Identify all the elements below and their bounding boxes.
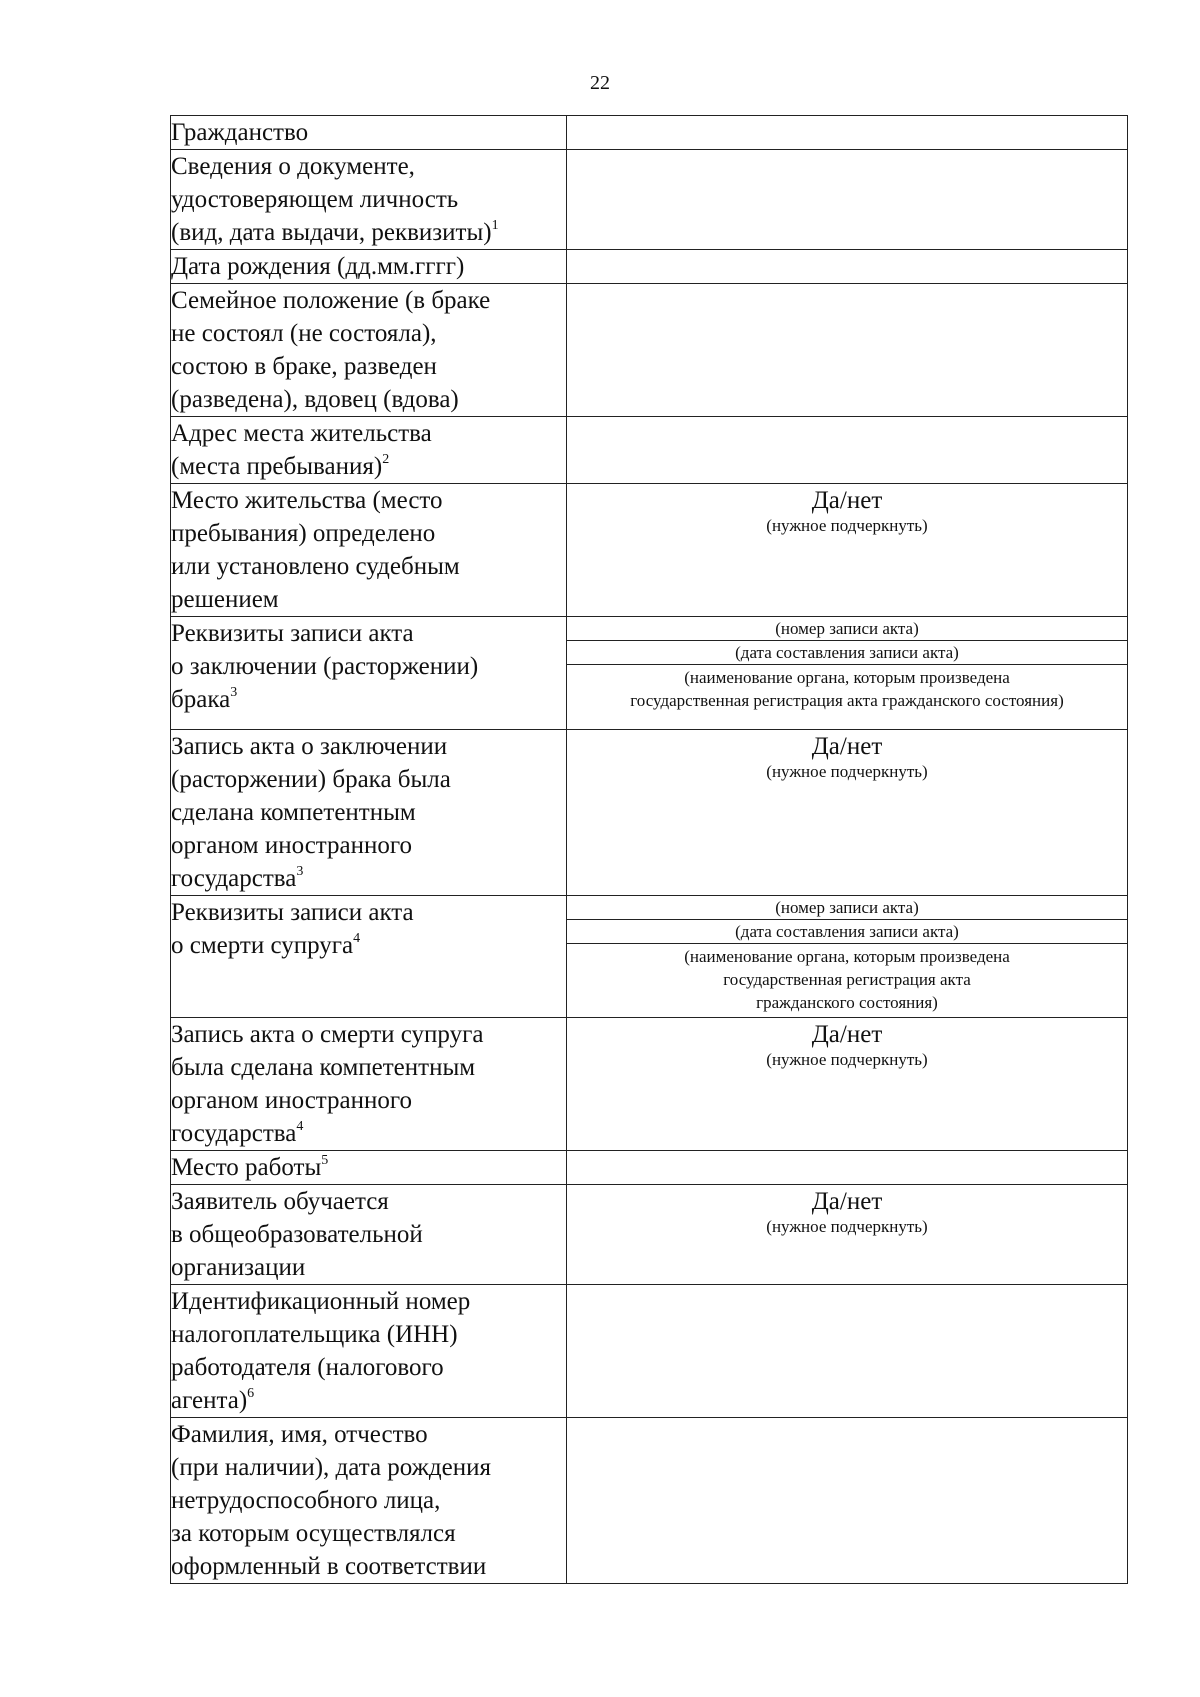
yes-no-option[interactable]: Да/нет [811,1021,883,1048]
label-residence-court: Место жительства (место пребывания) определено или установлено судебным решением [171,484,567,617]
label-student: Заявитель обучается в общеобразовательной организации [171,1185,567,1285]
label-citizenship: Гражданство [171,116,567,150]
row-student [171,1185,1128,1285]
row-workplace [171,1151,1128,1185]
row-birth-date [171,250,1128,284]
label-marital-status: Семейное положение (в браке не состоял (не состояла), состою в браке, разведен (разведена), вдовец (вдова) [171,284,567,417]
field-birth-date[interactable] [567,250,1128,284]
row-identity-document [171,150,1128,250]
page-number: 22 [590,72,610,94]
death-record-date-field[interactable]: (дата составления записи акта) [567,920,1127,944]
field-identity-document[interactable] [567,150,1128,250]
yes-no-hint: (нужное подчеркнуть) [766,516,928,535]
marriage-record-number-field[interactable]: (номер записи акта) [567,617,1127,641]
yes-no-residence-court[interactable] [567,484,1128,617]
yes-no-option[interactable]: Да/нет [811,1188,883,1215]
label-workplace: Место работы$^5$ [171,1151,567,1185]
field-dependent[interactable] [567,1418,1128,1584]
label-marriage-foreign: Запись акта о заключении (расторжении) брака была сделана компетентным органом иностранного государства$^3$ [171,730,567,896]
label-death-foreign: Запись акта о смерти супруга была сделана компетентным органом иностранного государства$^4$ [171,1018,567,1151]
yes-no-student[interactable] [567,1185,1128,1285]
footnote-mark: 3 [230,684,238,700]
footnote-mark: 4 [296,1118,304,1134]
row-marriage-record [171,617,1128,730]
field-employer-inn[interactable] [567,1285,1128,1418]
death-record-authority-field[interactable]: (наименование органа, которым произведена государственная регистрация акта гражданского состояния) [684,947,1010,1012]
label-dependent: Фамилия, имя, отчество (при наличии), дата рождения нетрудоспособного лица, за которым осуществлялся оформленный в соответствии [171,1418,567,1584]
field-workplace[interactable] [567,1151,1128,1185]
row-residence-court [171,484,1128,617]
row-address [171,417,1128,484]
yes-no-hint: (нужное подчеркнуть) [766,1217,928,1236]
field-address[interactable] [567,417,1128,484]
field-marital-status[interactable] [567,284,1128,417]
footnote-mark: 4 [353,930,361,946]
field-death-record [567,896,1128,1018]
marriage-record-date-field[interactable]: (дата составления записи акта) [567,641,1127,665]
row-marital-status [171,284,1128,417]
field-citizenship[interactable] [567,116,1128,150]
application-form-table [170,115,1128,1584]
marriage-record-authority-field[interactable]: (наименование органа, которым произведена государственная регистрация акта гражданского состояния) [630,668,1064,710]
label-marriage-record: Реквизиты записи акта о заключении (расторжении) брака$^3$ [171,617,567,730]
row-dependent [171,1418,1128,1584]
footnote-mark: 2 [382,451,390,467]
row-death-record [171,896,1128,1018]
row-citizenship [171,116,1128,150]
footnote-mark: 3 [296,863,304,879]
yes-no-hint: (нужное подчеркнуть) [766,762,928,781]
row-employer-inn [171,1285,1128,1418]
label-employer-inn: Идентификационный номер налогоплательщика (ИНН) работодателя (налогового агента)$^6$ [171,1285,567,1418]
row-marriage-foreign [171,730,1128,896]
footnote-mark: 1 [491,217,499,233]
yes-no-option[interactable]: Да/нет [811,733,883,760]
footnote-mark: 6 [247,1385,255,1401]
death-record-number-field[interactable]: (номер записи акта) [567,896,1127,920]
row-death-foreign [171,1018,1128,1151]
label-birth-date: Дата рождения (дд.мм.гггг) [171,250,567,284]
field-marriage-record [567,617,1128,730]
yes-no-option[interactable]: Да/нет [811,487,883,514]
yes-no-hint: (нужное подчеркнуть) [766,1050,928,1069]
label-identity-document: Сведения о документе, удостоверяющем личность (вид, дата выдачи, реквизиты)$^1$ [171,150,567,250]
footnote-mark: 5 [321,1152,329,1168]
label-address: Адрес места жительства (места пребывания)$^2$ [171,417,567,484]
yes-no-marriage-foreign[interactable] [567,730,1128,896]
yes-no-death-foreign[interactable] [567,1018,1128,1151]
label-death-record: Реквизиты записи акта о смерти супруга$^4$ [171,896,567,1018]
